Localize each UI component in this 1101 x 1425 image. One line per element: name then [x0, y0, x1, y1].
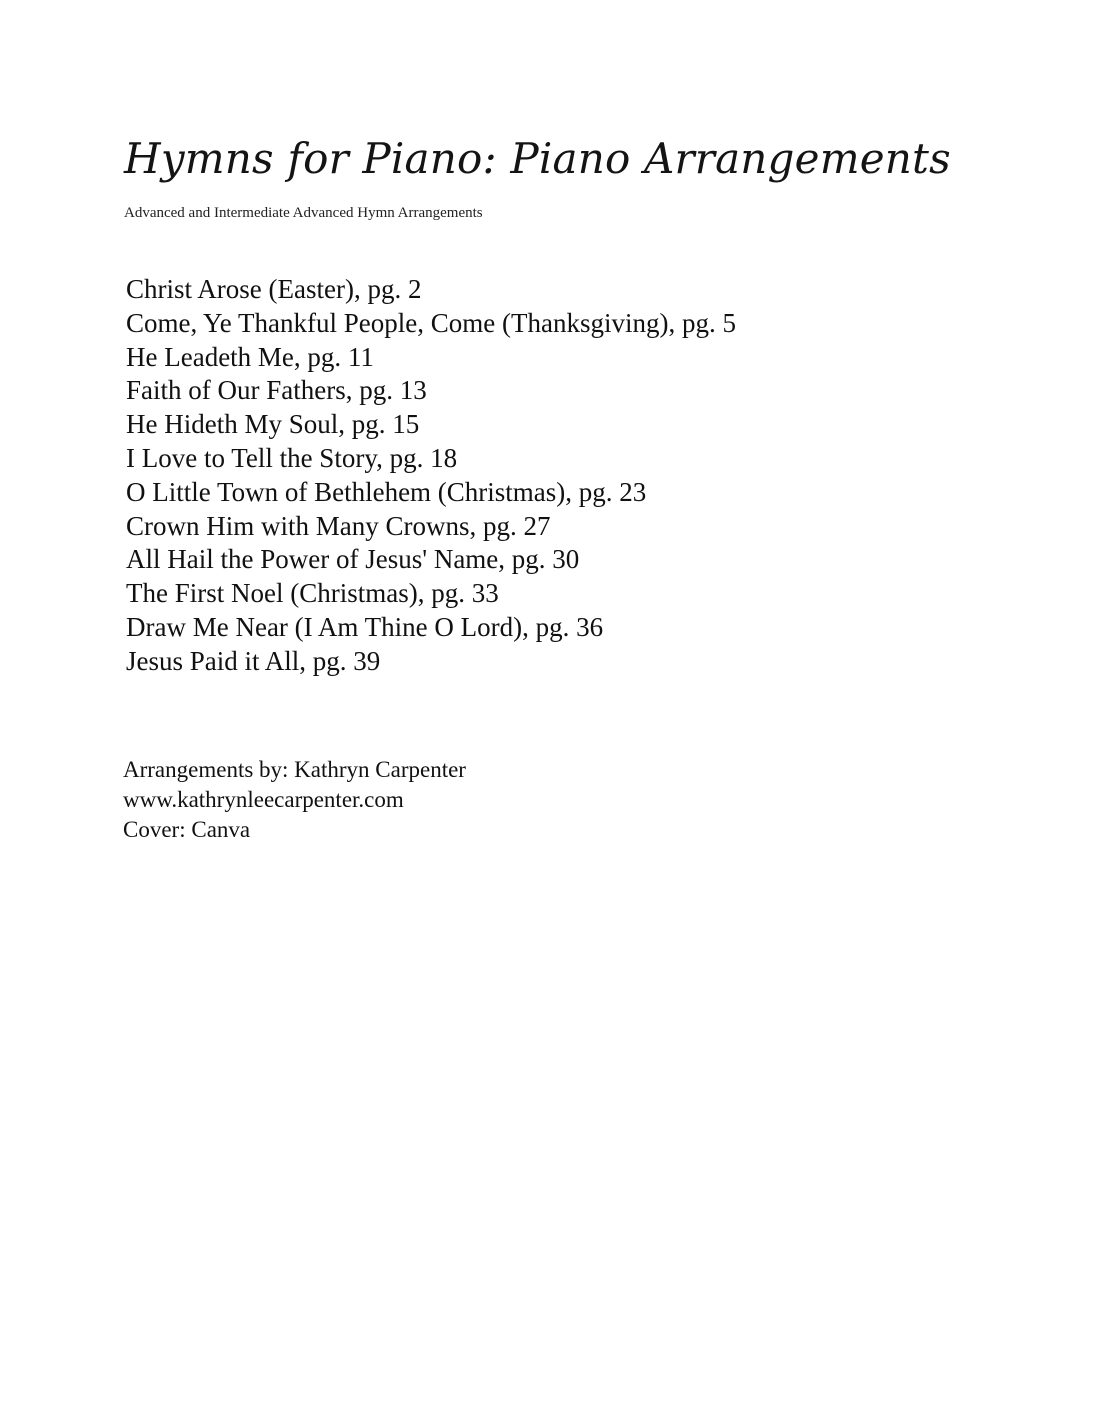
- contents-item: Come, Ye Thankful People, Come (Thanksgiving), pg. 5: [126, 307, 736, 338]
- contents-item: Faith of Our Fathers, pg. 13: [126, 375, 427, 406]
- table-of-contents: [126, 273, 736, 679]
- contents-item: He Leadeth Me, pg. 11: [126, 341, 374, 372]
- contents-item: Crown Him with Many Crowns, pg. 27: [126, 510, 551, 541]
- website-text: www.kathrynleecarpenter.com: [123, 787, 404, 812]
- credits-block: [123, 755, 466, 845]
- contents-item: All Hail the Power of Jesus' Name, pg. 30: [126, 544, 580, 575]
- contents-item: Jesus Paid it All, pg. 39: [126, 645, 381, 676]
- arranger-credit: Arrangements by: Kathryn Carpenter: [123, 757, 466, 782]
- cover-credit: Cover: Canva: [123, 817, 251, 842]
- contents-item: O Little Town of Bethlehem (Christmas), pg. 23: [126, 476, 647, 507]
- page-title: Hymns for Piano: Piano Arrangements: [124, 134, 951, 183]
- contents-item: Draw Me Near (I Am Thine O Lord), pg. 36: [126, 611, 604, 642]
- contents-item: The First Noel (Christmas), pg. 33: [126, 578, 499, 609]
- contents-item: Christ Arose (Easter), pg. 2: [126, 274, 422, 304]
- contents-item: I Love to Tell the Story, pg. 18: [126, 442, 458, 473]
- contents-item: He Hideth My Soul, pg. 15: [126, 409, 420, 440]
- page-subtitle: Advanced and Intermediate Advanced Hymn Arrangements: [124, 205, 483, 221]
